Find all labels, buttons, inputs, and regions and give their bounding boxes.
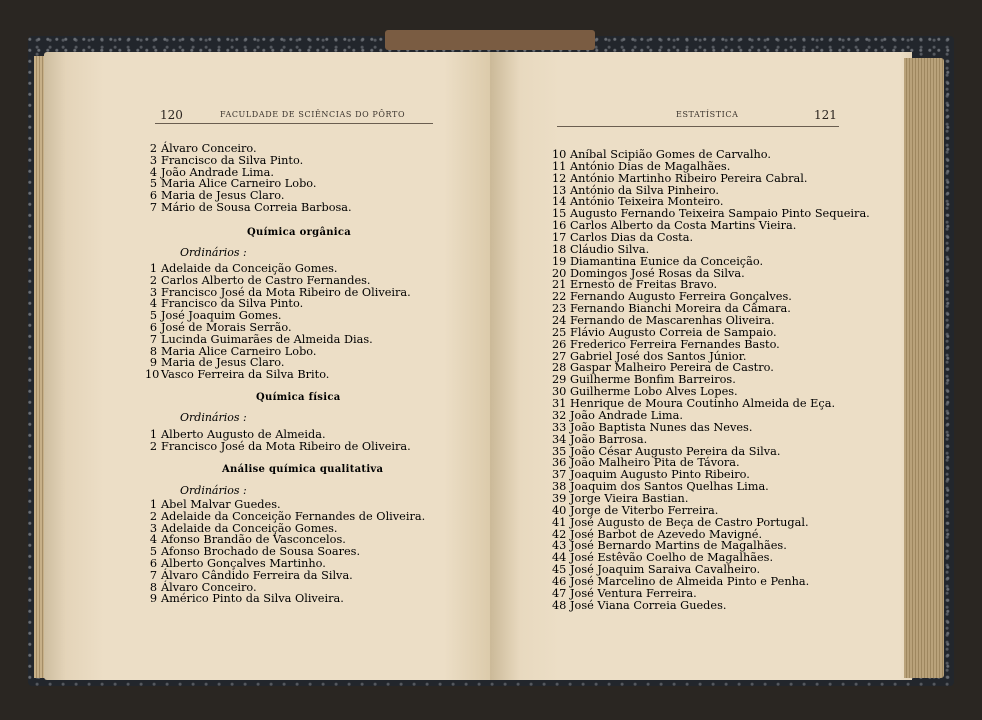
item-name: Adelaide da Conceição Gomes.	[161, 262, 338, 275]
item-number: 4	[149, 297, 157, 311]
item-name: António da Silva Pinheiro.	[570, 183, 719, 197]
item-name: Fernando de Mascarenhas Oliveira.	[570, 314, 775, 328]
item-number: 14	[552, 195, 567, 209]
item-name: Guilherme Bonfim Barreiros.	[570, 373, 736, 387]
item-name: Mário de Sousa Correia Barbosa.	[161, 201, 352, 214]
item-number: 37	[552, 468, 567, 482]
right-page-edges	[904, 58, 944, 678]
item-name: Gaspar Malheiro Pereira de Castro.	[570, 361, 774, 375]
item-name: Américo Pinto da Silva Oliveira.	[161, 592, 344, 606]
item-name: Maria de Jesus Claro.	[161, 189, 285, 203]
right-running-head: ESTATÍSTICA	[676, 110, 739, 119]
item-name: Frederico Ferreira Fernandes Basto.	[570, 337, 780, 351]
item-number: 10	[145, 368, 160, 382]
item-number: 33	[552, 420, 567, 434]
item-name: Flávio Augusto Correia de Sampaio.	[570, 325, 777, 339]
book-spine	[385, 30, 595, 50]
item-name: José Augusto de Beça de Castro Portugal.	[570, 515, 809, 529]
item-number: 32	[552, 408, 567, 422]
left-running-head: FACULDADE DE SCIÊNCIAS DO PÔRTO	[220, 110, 406, 119]
item-number: 38	[552, 480, 567, 494]
item-number: 46	[552, 574, 567, 588]
section-subheading: Ordinários :	[180, 484, 247, 497]
item-name: Carlos Dias da Costa.	[570, 231, 694, 245]
item-number: 4	[149, 533, 157, 547]
section-subheading: Ordinários :	[180, 411, 247, 424]
item-name: Joaquim Augusto Pinto Ribeiro.	[570, 468, 750, 482]
item-number: 2	[149, 509, 157, 523]
item-number: 4	[149, 165, 157, 179]
list-item	[145, 202, 352, 214]
item-number: 45	[552, 563, 567, 577]
item-name: Fernando Bianchi Moreira da Câmara.	[570, 302, 791, 316]
item-number: 7	[149, 332, 157, 346]
item-number: 22	[552, 290, 567, 304]
item-number: 3	[149, 521, 157, 535]
left-page-number: 120	[160, 108, 183, 122]
item-name: Cláudio Silva.	[570, 242, 650, 256]
item-number: 1	[149, 498, 157, 511]
item-name: Álvaro Conceiro.	[161, 580, 257, 594]
item-number: 6	[149, 189, 157, 203]
item-name: Maria Alice Carneiro Lobo.	[161, 177, 317, 191]
item-number: 17	[552, 231, 567, 245]
item-name: Maria Alice Carneiro Lobo.	[161, 344, 317, 358]
item-number: 1	[149, 428, 157, 441]
item-number: 9	[149, 592, 157, 606]
item-number: 8	[149, 344, 157, 358]
item-name: Afonso Brandão de Vasconcelos.	[161, 533, 346, 547]
item-number: 42	[552, 527, 567, 541]
item-number: 15	[552, 207, 567, 221]
item-number: 47	[552, 586, 567, 600]
item-name: Henrique de Moura Coutinho Almeida de Eça.	[570, 397, 836, 411]
list-item	[145, 593, 344, 605]
section-subheading: Ordinários :	[180, 246, 247, 259]
item-name: João Andrade Lima.	[570, 408, 683, 422]
item-name: Francisco José da Mota Ribeiro de Oliveira.	[161, 285, 411, 299]
item-number: 34	[552, 432, 567, 446]
item-name: António Martinho Ribeiro Pereira Cabral.	[570, 171, 808, 185]
item-number: 43	[552, 539, 567, 553]
item-name: Francisco José da Mota Ribeiro de Oliveira.	[161, 439, 411, 453]
item-number: 18	[552, 242, 567, 256]
section-heading-fisica: Química física	[256, 392, 341, 403]
item-name: José Bernardo Martins de Magalhães.	[570, 539, 787, 553]
item-name: Álvaro Cândido Ferreira da Silva.	[161, 568, 353, 582]
item-name: Gabriel José dos Santos Júnior.	[570, 349, 747, 363]
item-number: 36	[552, 456, 567, 470]
item-number: 20	[552, 266, 567, 280]
item-name: Augusto Fernando Teixeira Sampaio Pinto Sequeira.	[570, 207, 870, 221]
item-number: 30	[552, 385, 567, 399]
item-number: 35	[552, 444, 567, 458]
item-number: 3	[149, 153, 157, 167]
item-number: 5	[149, 309, 157, 323]
item-number: 23	[552, 302, 567, 316]
item-name: Afonso Brochado de Sousa Soares.	[161, 545, 361, 559]
item-number: 7	[149, 568, 157, 582]
item-name: António Teixeira Monteiro.	[570, 195, 724, 209]
item-name: Jorge de Viterbo Ferreira.	[570, 503, 719, 517]
item-name: João Malheiro Pita de Távora.	[570, 456, 740, 470]
item-name: Ernesto de Freitas Bravo.	[570, 278, 718, 292]
item-number: 41	[552, 515, 567, 529]
item-number: 48	[552, 598, 567, 612]
item-name: Joaquim dos Santos Quelhas Lima.	[570, 480, 769, 494]
item-number: 44	[552, 551, 567, 565]
item-number: 7	[149, 201, 157, 214]
list-item	[145, 369, 329, 381]
item-name: José Viana Correia Guedes.	[570, 598, 727, 612]
item-number: 2	[149, 439, 157, 453]
list-item	[145, 441, 411, 453]
item-number: 39	[552, 491, 567, 505]
item-number: 6	[149, 321, 157, 334]
item-number: 5	[149, 545, 157, 559]
item-number: 1	[149, 262, 157, 275]
right-page-number: 121	[814, 108, 837, 122]
item-name: Francisco da Silva Pinto.	[161, 297, 304, 311]
item-name: Lucinda Guimarães de Almeida Dias.	[161, 332, 373, 346]
item-name: Maria de Jesus Claro.	[161, 356, 285, 370]
item-number: 28	[552, 361, 567, 375]
item-number: 27	[552, 349, 567, 363]
item-name: Carlos Alberto da Costa Martins Vieira.	[570, 219, 797, 233]
item-number: 3	[149, 285, 157, 299]
item-number: 6	[149, 557, 157, 570]
item-name: Aníbal Scipião Gomes de Carvalho.	[570, 148, 771, 161]
right-header-rule	[557, 126, 839, 127]
item-number: 10	[552, 148, 567, 161]
item-name: Adelaide da Conceição Gomes.	[161, 521, 338, 535]
item-name: João Baptista Nunes das Neves.	[570, 420, 753, 434]
item-number: 21	[552, 278, 567, 292]
item-name: Jorge Vieira Bastian.	[570, 491, 689, 505]
item-number: 5	[149, 177, 157, 191]
item-name: João Barrosa.	[570, 432, 648, 446]
item-number: 9	[149, 356, 157, 370]
section-heading-analise: Análise química qualitativa	[222, 464, 384, 475]
item-name: Vasco Ferreira da Silva Brito.	[161, 368, 330, 382]
item-name: José Marcelino de Almeida Pinto e Penha.	[570, 574, 810, 588]
item-number: 24	[552, 314, 567, 328]
left-header-rule	[155, 123, 433, 124]
item-name: Alberto Augusto de Almeida.	[161, 428, 326, 441]
item-number: 8	[149, 580, 157, 594]
item-name: Fernando Augusto Ferreira Gonçalves.	[570, 290, 792, 304]
list-item	[552, 600, 726, 612]
item-name: Francisco da Silva Pinto.	[161, 153, 304, 167]
section-heading-organica: Química orgânica	[247, 227, 352, 238]
item-number: 2	[149, 142, 157, 155]
item-name: José Barbot de Azevedo Mavigné.	[570, 527, 763, 541]
item-number: 16	[552, 219, 567, 233]
item-name: Alberto Gonçalves Martinho.	[161, 557, 326, 570]
item-name: Diamantina Eunice da Conceição.	[570, 254, 764, 268]
item-name: Guilherme Lobo Alves Lopes.	[570, 385, 738, 399]
item-number: 26	[552, 337, 567, 351]
item-number: 2	[149, 273, 157, 287]
item-number: 31	[552, 397, 567, 411]
item-name: Álvaro Conceiro.	[161, 142, 257, 155]
item-number: 19	[552, 254, 567, 268]
item-number: 25	[552, 325, 567, 339]
item-name: José Estêvão Coelho de Magalhães.	[570, 551, 774, 565]
item-name: João César Augusto Pereira da Silva.	[570, 444, 781, 458]
item-number: 13	[552, 183, 567, 197]
item-name: Domingos José Rosas da Silva.	[570, 266, 745, 280]
item-number: 12	[552, 171, 567, 185]
item-name: José Ventura Ferreira.	[570, 586, 697, 600]
item-number: 11	[552, 159, 567, 173]
item-name: José de Morais Serrão.	[161, 321, 292, 334]
item-name: João Andrade Lima.	[161, 165, 274, 179]
item-number: 29	[552, 373, 567, 387]
item-number: 40	[552, 503, 567, 517]
item-name: Adelaide da Conceição Fernandes de Oliveira.	[161, 509, 426, 523]
item-name: Carlos Alberto de Castro Fernandes.	[161, 273, 371, 287]
item-name: António Dias de Magalhães.	[570, 159, 731, 173]
item-name: José Joaquim Gomes.	[161, 309, 282, 323]
item-name: José Joaquim Saraiva Cavalheiro.	[570, 563, 761, 577]
item-name: Abel Malvar Guedes.	[161, 498, 281, 511]
